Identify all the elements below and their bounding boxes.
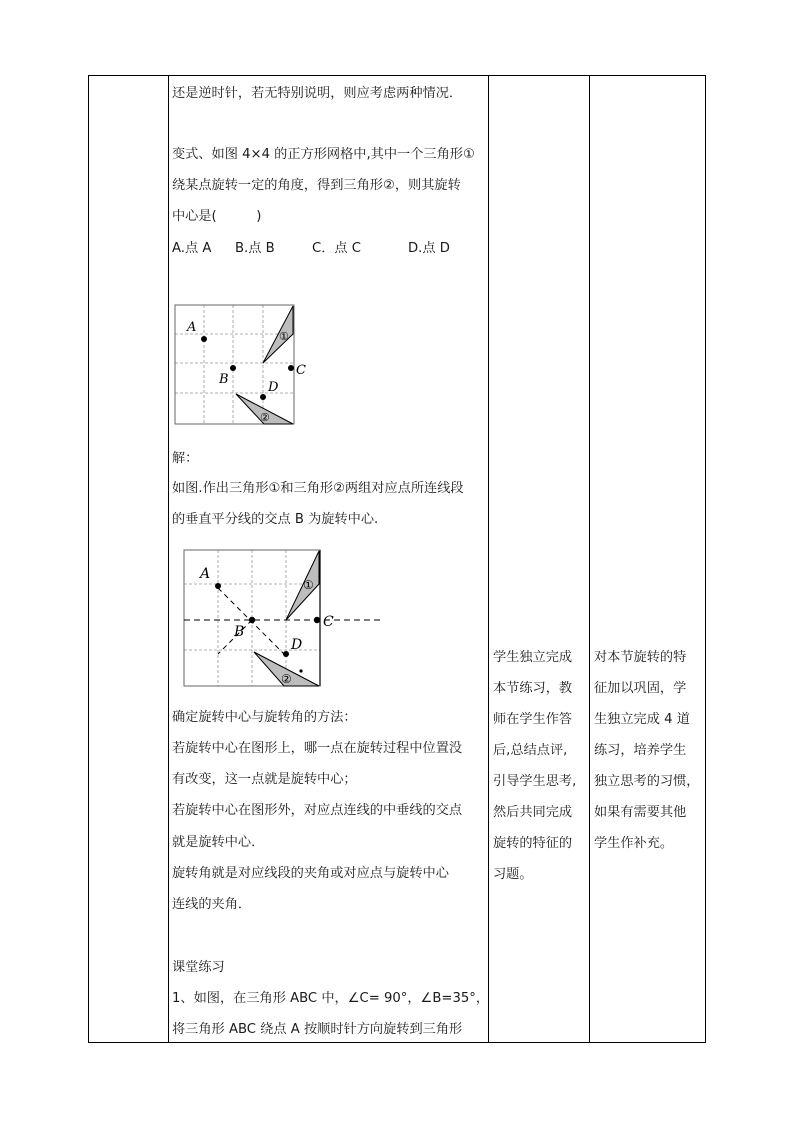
activity-line: 习题。 [493, 867, 533, 882]
label-c: C [296, 363, 306, 378]
method-title: 确定旋转中心与旋转角的方法： [172, 710, 357, 725]
intent-line: 征加以巩固，学 [594, 681, 687, 696]
column-divider [589, 76, 590, 1042]
column-divider [168, 76, 169, 1042]
method-line: 连线的夹角． [172, 897, 252, 912]
intent-line: 学生作补充。 [594, 836, 674, 851]
grid-figure-solution [184, 550, 384, 690]
activity-line: 然后共同完成 [493, 805, 573, 820]
grid-figure-question [175, 305, 306, 430]
activity-line: 后,总结点评, [493, 743, 568, 758]
intent-line: 练习，培养学生 [594, 743, 687, 758]
practice-line: 将三角形 ABC 绕点 A 按顺时针方向旋转到三角形 [172, 1022, 463, 1037]
option-c: C．点 C [312, 241, 361, 256]
label-a: A [200, 566, 211, 582]
solution-line: 的垂直平分线的交点 B 为旋转中心. [172, 512, 379, 527]
label-a: A [187, 320, 197, 335]
activity-line: 师在学生作答 [493, 712, 573, 727]
practice-title: 课堂练习 [172, 960, 225, 975]
method-line: 若旋转中心在图形上，哪一点在旋转过程中位置没 [172, 741, 463, 756]
intent-line: 对本节旋转的特 [594, 650, 687, 665]
activity-line: 旋转的特征的 [493, 836, 573, 851]
intent-line: 生独立完成 4 道 [594, 712, 690, 727]
label-b: B [234, 624, 245, 640]
activity-line: 本节练习，教 [493, 681, 573, 696]
method-line: 旋转角就是对应线段的夹角或对应点与旋转中心 [172, 866, 449, 881]
text-line: 还是逆时针，若无特别说明，则应考虑两种情况． [172, 86, 463, 101]
question-line: 变式、如图 4×4 的正方形网格中,其中一个三角形① [172, 147, 475, 162]
option-d: D.点 D [408, 241, 450, 256]
label-d: D [291, 637, 303, 653]
activity-line: 学生独立完成 [493, 650, 573, 665]
triangle-1-label: ① [303, 578, 314, 592]
triangle-2-label: ② [281, 672, 292, 686]
triangle-2-label: ② [260, 411, 270, 424]
question-line: 绕某点旋转一定的角度，得到三角形②，则其旋转 [172, 178, 461, 193]
solution-title: 解： [172, 451, 199, 466]
question-line: 中心是( ) [172, 209, 262, 224]
lesson-table [88, 75, 706, 1043]
method-line: 若旋转中心在图形外，对应点连线的中垂线的交点 [172, 803, 463, 818]
option-a: A.点 A [172, 241, 212, 256]
activity-line: 引导学生思考, [493, 774, 577, 789]
column-divider [488, 76, 489, 1042]
option-b: B.点 B [235, 241, 275, 256]
label-b: B [219, 372, 229, 387]
label-c: C [323, 614, 334, 630]
solution-line: 如图.作出三角形①和三角形②两组对应点所连线段 [172, 481, 464, 496]
method-line: 就是旋转中心． [172, 835, 265, 850]
intent-line: 独立思考的习惯， [594, 774, 700, 789]
intent-line: 如果有需要其他 [594, 805, 687, 820]
triangle-1-label: ① [279, 330, 289, 343]
label-d: D [268, 380, 279, 395]
method-line: 有改变，这一点就是旋转中心； [172, 772, 357, 787]
practice-line: 1、如图，在三角形 ABC 中，∠C= 90°，∠B=35°， [172, 991, 490, 1006]
